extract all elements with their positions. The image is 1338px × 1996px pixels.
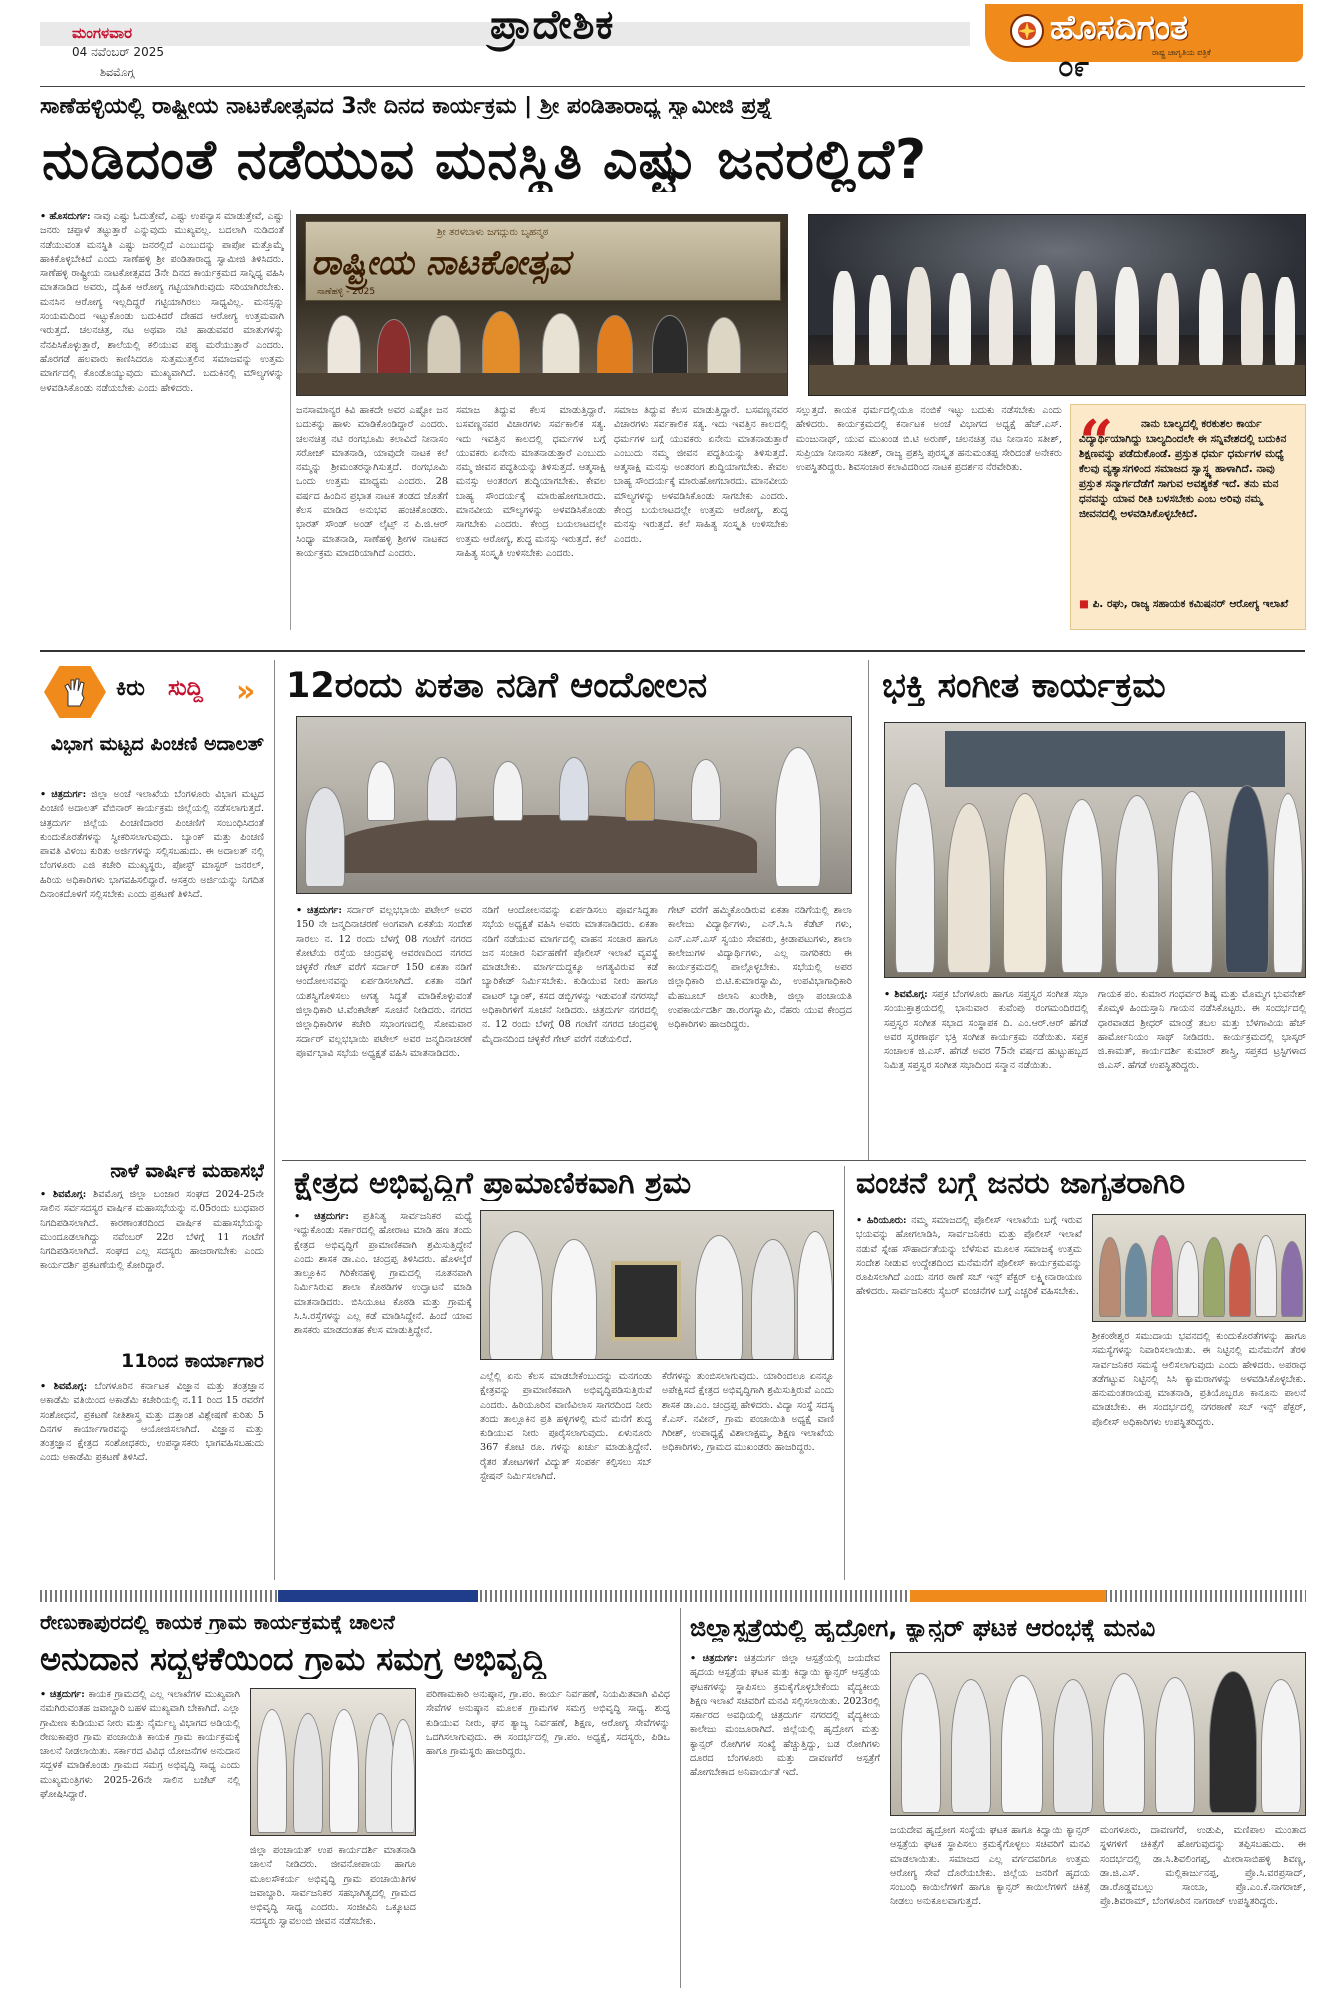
hrudroga-dateline: ಚಿತ್ರದುರ್ಗ: [702, 1653, 738, 1664]
bhakti-dateline: ಶಿವಮೊಗ್ಗ: [894, 989, 928, 1000]
bhakti-photo [884, 722, 1306, 978]
stage-banner [945, 731, 1285, 787]
dancer [1157, 273, 1179, 367]
masthead-rule [40, 86, 1305, 87]
attendee [1151, 1235, 1173, 1317]
brand-emblem-icon [1010, 14, 1044, 48]
lead-col4-text: ಸಲ್ಲುತ್ತದೆ. ಕಾಯಕ ಧರ್ಮದಲ್ಲಿಯೂ ನಂಬಿಕೆ ಇಟ್ಟು ಬದುಕು ನಡೆಸಬೇಕು ಎಂದು ಹೇಳಿದರು. ಕಾರ್ಯಕ್ರಮದಲ್ಲಿ ಕರ್ನಾಟಕ ಅಂಚೆ ವಿಭಾಗದ ಅಧ್ಯಕ್ಷೆ ಹೆಚ್.ಎಸ್. ಮಂಜುನಾಥ್, ಯುವ ಮುಖಂಡ ಬಿ.ಟಿ ಅರುಣ್, ಚಲನಚಿತ್ರ ನಟ ನೀನಾಸಂ ಸತೀಶ್, ಸುಪ್ರಿಯಾ ನೀನಾಸಂ ಸತೀಶ್, ರಾಜ್ಯ ಪ್ರಶಸ್ತಿ ಪುರಸ್ಕೃತ ಹನುಮಂತಪ್ಪ ಸೇರಿದಂತೆ ಅನೇಕರು ಉಪಸ್ಥಿತರಿದ್ದರು. ಶಿವಸಂಚಾರ ಕಲಾವಿದರಿಂದ ನಾಟಕ ಪ್ರದರ್ಶನ ನೆರವೇರಿತು. [796, 405, 1062, 474]
lead-dateline: ಹೊಸದುರ್ಗ: [49, 211, 91, 222]
attendee [1203, 1237, 1225, 1317]
kirusuddi-label-b: ಸುದ್ದಿ [168, 676, 203, 701]
col-rule [290, 210, 291, 630]
lead-col3b-text: ಸಮಾಜ ತಿದ್ದುವ ಕೆಲಸ ಮಾಡುತ್ತಿದ್ದಾರೆ. ಬಸವಣ್ಣನವರ ವಿಚಾರಗಳು ಸರ್ವಕಾಲಿಕ ಸತ್ಯ. ಇದು ಇವತ್ತಿನ ಕಾಲದಲ್ಲಿ ಧರ್ಮಗಳ ಬಗ್ಗೆ ಯುವಕರು ಏನೇನು ಮಾತನಾಡುತ್ತಾರೆ ಎಂಬುದು ನಮ್ಮ ಜೀವನ ಪದ್ಧತಿಯನ್ನು ತಿಳಿಸುತ್ತದೆ. ಆತ್ಮಸಾಕ್ಷಿ ಮನಸ್ಸು ಅಂತರಂಗ ಶುದ್ಧಿಯಾಗಬೇಕು. ಕೇವಲ ಬಾಹ್ಯ ಸೌಂದರ್ಯಕ್ಕೆ ಮಾರುಹೋಗಬಾರದು. ಮಾನವೀಯ ಮೌಲ್ಯಗಳನ್ನು ಅಳವಡಿಸಿಕೊಂಡು ಸಾಗಬೇಕು ಎಂದರು. ಕೇಂದ್ರ ಬಯಲಾಟದಲ್ಲೇ ಉತ್ತಮ ಆರೋಗ್ಯ, ಶುದ್ಧ ಮನಸ್ಸು ಇರುತ್ತದೆ. ಕಲೆ ಸಾಹಿತ್ಯ ಸಂಸ್ಕೃತಿ ಉಳಿಸಬೇಕು ಎಂದರು. [614, 405, 788, 545]
hrudroga-col2-text: ಜಯದೇವ ಹೃದ್ರೋಗ ಸಂಸ್ಥೆಯ ಘಟಕ ಹಾಗೂ ಕಿದ್ವಾಯಿ ಕ್ಯಾನ್ಸರ್ ಆಸ್ಪತ್ರೆಯ ಘಟಕ ಸ್ಥಾಪಿಸಲು ಕ್ರಮಕೈಗೊಳ್ಳಲು ಸಚಿವರಿಗೆ ಮನವಿ ಮಾಡಲಾಯಿತು. ಸಮಾಜದ ಎಲ್ಲ ವರ್ಗದವರಿಗೂ ಉತ್ತಮ ಆರೋಗ್ಯ ಸೇವೆ ದೊರೆಯಬೇಕು. ಜಿಲ್ಲೆಯ ಜನರಿಗೆ ಹೃದಯ ಸಂಬಂಧಿ ಕಾಯಿಲೆಗಳಿಗೆ ಹಾಗೂ ಕ್ಯಾನ್ಸರ್ ಕಾಯಿಲೆಗಳಿಗೆ ಚಿಕಿತ್ಸೆ ನೀಡಲು ಅನುಕೂಲವಾಗುತ್ತದೆ. [890, 1825, 1090, 1908]
singer [1171, 791, 1213, 973]
singer [1225, 785, 1269, 973]
hrudroga-col-1: • ಚಿತ್ರದುರ್ಗ: ಚಿತ್ರದುರ್ಗ ಜಿಲ್ಲಾ ಆಸ್ಪತ್ರೆಯಲ್ಲಿ ಜಯದೇವ ಹೃದಯ ಆಸ್ಪತ್ರೆಯ ಘಟಕ ಮತ್ತು ಕಿದ್ವಾಯಿ ಕ್ಯಾನ್ಸರ್ ಆಸ್ಪತ್ರೆಯ ಘಟಕಗಳನ್ನು ಸ್ಥಾಪಿಸಲು ಕ್ರಮಕೈಗೊಳ್ಳಬೇಕೆಂದು ವೈದ್ಯಕೀಯ ಶಿಕ್ಷಣ ಇಲಾಖೆ ಸಚಿವರಿಗೆ ಮನವಿ ಸಲ್ಲಿಸಲಾಯಿತು. 2023ರಲ್ಲಿ ಸರ್ಕಾರದ ಅವಧಿಯಲ್ಲಿ ಚಿತ್ರದುರ್ಗ ನಗರದಲ್ಲಿ ವೈದ್ಯಕೀಯ ಕಾಲೇಜು ಮಂಜೂರಾಗಿದೆ. ಜಿಲ್ಲೆಯಲ್ಲಿ ಹೃದ್ರೋಗ ಮತ್ತು ಕ್ಯಾನ್ಸರ್ ರೋಗಿಗಳ ಸಂಖ್ಯೆ ಹೆಚ್ಚುತ್ತಿದ್ದು, ಬಡ ರೋಗಿಗಳು ದೂರದ ಬೆಂಗಳೂರು ಮತ್ತು ದಾವಣಗೆರೆ ಆಸ್ಪತ್ರೆಗೆ ಹೋಗಬೇಕಾದ ಅನಿವಾರ್ಯತೆ ಇದೆ. [690, 1653, 880, 1779]
kshetra-photo [480, 1210, 834, 1360]
banner-title: ರಾಷ್ಟ್ರೀಯ ನಾಟಕೋತ್ಸವ [311, 243, 570, 283]
singer [1003, 793, 1047, 973]
kiru-item1-text: ಜಿಲ್ಲಾ ಅಂಚೆ ಇಲಾಖೆಯ ಬೆಂಗಳೂರು ವಿಭಾಗ ಮಟ್ಟದ ಪಿಂಚಣಿ ಅದಾಲತ್ ವೆಬಿನಾರ್ ಕಾರ್ಯಕ್ರಮ ಜಿಲ್ಲೆಯಲ್ಲಿ ನಡೆಸಲಾಗುತ್ತದೆ. ಚಿತ್ರದುರ್ಗ ಜಿಲ್ಲೆಯ ಪಿಂಚಣಿದಾರರ ಪಿಂಚಣಿಗೆ ಸಂಬಂಧಿಸಿದಂತೆ ಕುಂದುಕೊರತೆಗಳನ್ನು ಸ್ವೀಕರಿಸಲಾಗುವುದು. ಬ್ಯಾಂಕ್ ಮತ್ತು ಪಿಂಚಣಿ ಪಾವತಿ ವಿಳಂಬ ಕುರಿತು ಅರ್ಜಿಗಳನ್ನು ಸಲ್ಲಿಸಬಹುದು. ಈ ಅದಾಲತ್ ನಲ್ಲಿ ಬೆಂಗಳೂರು ಎಜಿ ಕಚೇರಿ ಮುಖ್ಯಸ್ಥರು, ಪೋಸ್ಟ್ ಮಾಸ್ಟರ್ ಜನರಲ್, ಹಿರಿಯ ಅಧಿಕಾರಿಗಳು ಭಾಗವಹಿಸಲಿದ್ದಾರೆ. ಆಸಕ್ತರು ಅರ್ಜಿಯನ್ನು ನಿಗದಿತ ದಿನಾಂಕದೊಳಗೆ ಸಲ್ಲಿಸಬೇಕು ಎಂದು ಪ್ರಕಟಣೆ ತಿಳಿಸಿದೆ. [40, 789, 264, 901]
kshetra-col3-text: ಕೆರೆಗಳನ್ನು ತುಂಬಿಸಲಾಗುವುದು. ಯಾರಿಂದಲೂ ಏನನ್ನೂ ಅಪೇಕ್ಷಿಸದೆ ಕ್ಷೇತ್ರದ ಅಭಿವೃದ್ಧಿಗಾಗಿ ಶ್ರಮಿಸುತ್ತಿರುವೆ ಎಂದು ಶಾಸಕ ಡಾ.ಎಂ. ಚಂದ್ರಪ್ಪ ಹೇಳಿದರು. ವಿದ್ಯಾ ಸಂಸ್ಥೆ ಸದಸ್ಯ ಕೆ.ಎಸ್. ನವೀನ್, ಗ್ರಾಮ ಪಂಚಾಯಿತಿ ಅಧ್ಯಕ್ಷೆ ವಾಣಿ ಗಿರೀಶ್, ಉಪಾಧ್ಯಕ್ಷೆ ವಿಶಾಲಾಕ್ಷಮ್ಮ, ಶಿಕ್ಷಣ ಇಲಾಖೆಯ ಅಧಿಕಾರಿಗಳು, ಗ್ರಾಮದ ಮುಖಂಡರು ಹಾಜರಿದ್ದರು. [662, 1371, 834, 1454]
kiru-item3-body: • ಶಿವಮೊಗ್ಗ: ಬೆಂಗಳೂರಿನ ಕರ್ನಾಟಕ ವಿಜ್ಞಾನ ಮತ್ತು ತಂತ್ರಜ್ಞಾನ ಅಕಾಡೆಮಿ ವತಿಯಿಂದ ಅಕಾಡೆಮಿ ಕಚೇರಿಯಲ್ಲಿ ನ.11 ರಿಂದ 15 ರವರೆಗೆ ಸಂಶೋಧನೆ, ಪ್ರಕಟಣೆ ನೀತಿಶಾಸ್ತ್ರ ಮತ್ತು ದತ್ತಾಂಶ ವಿಶ್ಲೇಷಣೆ ಕುರಿತು 5 ದಿನಗಳ ಕಾರ್ಯಾಗಾರವನ್ನು ಆಯೋಜಿಸಲಾಗಿದೆ. ವಿಜ್ಞಾನ ಮತ್ತು ತಂತ್ರಜ್ಞಾನ ಕ್ಷೇತ್ರದ ಸಂಶೋಧಕರು, ಉಪನ್ಯಾಸಕರು ಭಾಗವಹಿಸಬಹುದು ಎಂದು ಅಕಾಡೆಮಿ ಪ್ರಕಟಣೆ ತಿಳಿಸಿದೆ. [40, 1381, 264, 1464]
bhakti-col-1: • ಶಿವಮೊಗ್ಗ: ಸಪ್ತಕ ಬೆಂಗಳೂರು ಹಾಗೂ ಸಪ್ತಸ್ವರ ಸಂಗೀತ ಸಭಾ ಸಂಯುಕ್ತಾಶ್ರಯದಲ್ಲಿ ಭಾನುವಾರ ಕುವೆಂಪು ರಂಗಮಂದಿರದಲ್ಲಿ ಸಪ್ತಸ್ವರ ಸಂಗೀತ ಸಭಾದ ಸಂಸ್ಥಾಪಕ ದಿ. ಎಂ.ಆರ್.ಆರ್ ಹೆಗಡೆ ಅವರ ಸ್ಮರಣಾರ್ಥ ಭಕ್ತಿ ಸಂಗೀತ ಕಾರ್ಯಕ್ರಮ ನಡೆಯಿತು. ಸಪ್ತಕ ಸಂಚಾಲಕ ಜಿ.ಎಸ್. ಹೆಗಡೆ ಅವರ 75ನೇ ವರ್ಷದ ಹುಟ್ಟುಹಬ್ಬದ ನಿಮಿತ್ತ ಸಪ್ತಸ್ವರ ಸಂಗೀತ ಸಭಾದಿಂದ ಸನ್ಮಾನ ನಡೆಯಿತು. [884, 989, 1088, 1072]
dancer [907, 267, 931, 367]
ekatha-headline: 12ರಂದು ಏಕತಾ ನಡಿಗೆ ಆಂದೋಲನ [286, 666, 708, 706]
hrudroga-col1-text: ಚಿತ್ರದುರ್ಗ ಜಿಲ್ಲಾ ಆಸ್ಪತ್ರೆಯಲ್ಲಿ ಜಯದೇವ ಹೃದಯ ಆಸ್ಪತ್ರೆಯ ಘಟಕ ಮತ್ತು ಕಿದ್ವಾಯಿ ಕ್ಯಾನ್ಸರ್ ಆಸ್ಪತ್ರೆಯ ಘಟಕಗಳನ್ನು ಸ್ಥಾಪಿಸಲು ಕ್ರಮಕೈಗೊಳ್ಳಬೇಕೆಂದು ವೈದ್ಯಕೀಯ ಶಿಕ್ಷಣ ಇಲಾಖೆ ಸಚಿವರಿಗೆ ಮನವಿ ಸಲ್ಲಿಸಲಾಯಿತು. 2023ರಲ್ಲಿ ಸರ್ಕಾರದ ಅವಧಿಯಲ್ಲಿ ಚಿತ್ರದುರ್ಗ ನಗರದಲ್ಲಿ ವೈದ್ಯಕೀಯ ಕಾಲೇಜು ಮಂಜೂರಾಗಿದೆ. ಜಿಲ್ಲೆಯಲ್ಲಿ ಹೃದ್ರೋಗ ಮತ್ತು ಕ್ಯಾನ್ಸರ್ ರೋಗಿಗಳ ಸಂಖ್ಯೆ ಹೆಚ್ಚುತ್ತಿದ್ದು, ಬಡ ರೋಗಿಗಳು ದೂರದ ಬೆಂಗಳೂರು ಮತ್ತು ದಾವಣಗೆರೆ ಆಸ್ಪತ್ರೆಗೆ ಹೋಗಬೇಕಾದ ಅನಿವಾರ್ಯತೆ ಇದೆ. [690, 1653, 880, 1779]
kirusuddi-logo [40, 662, 260, 722]
lead-col-4 [614, 404, 788, 630]
dancer [1115, 267, 1139, 367]
singer [1115, 795, 1159, 973]
renuka-col-1: • ಚಿತ್ರದುರ್ಗ: ಕಾಯಕ ಗ್ರಾಮದಲ್ಲಿ ಎಲ್ಲ ಇಲಾಖೆಗಳ ಮುಖ್ಯವಾಗಿ ನಮಗಿರುವಂತಹ ಜವಾಬ್ದಾರಿ ಬಹಳ ಮುಖ್ಯವಾಗಿ ಬೇಕಾಗಿದೆ. ಎಲ್ಲಾ ಗ್ರಾಮೀಣ ಕುಡಿಯುವ ನೀರು ಮತ್ತು ನೈರ್ಮಲ್ಯ ವಿಭಾಗದ ಅಡಿಯಲ್ಲಿ ರೇಣುಕಾಪುರ ಗ್ರಾಮ ಪಂಚಾಯಿತಿ ಕಾಯಕ ಗ್ರಾಮ ಕಾರ್ಯಕ್ರಮಕ್ಕೆ ಚಾಲನೆ ನೀಡಲಾಯಿತು. ಸರ್ಕಾರದ ವಿವಿಧ ಯೋಜನೆಗಳ ಅನುದಾನ ಸದ್ಬಳಕೆ ಮಾಡಿಕೊಂಡು ಗ್ರಾಮದ ಸಮಗ್ರ ಅಭಿವೃದ್ಧಿ ಸಾಧ್ಯ ಎಂದು ಮುಖ್ಯಮಂತ್ರಿಗಳು 2025-26ನೇ ಸಾಲಿನ ಬಜೆಟ್ ನಲ್ಲಿ ಘೋಷಿಸಿದ್ದಾರೆ. [40, 1689, 240, 1801]
bhakti-col-2 [1098, 988, 1306, 1144]
renuka-dateline: ಚಿತ್ರದುರ್ಗ: [49, 1689, 85, 1700]
ekatha-dateline: ಚಿತ್ರದುರ್ಗ: [307, 905, 342, 916]
renuka-col-3 [426, 1688, 670, 1988]
lead-col-3 [456, 404, 606, 630]
col-rule [868, 660, 869, 1160]
meeting-person [625, 761, 655, 821]
petitioner [951, 1679, 991, 1813]
dancer [1241, 273, 1263, 367]
col-rule [274, 660, 275, 1580]
attendee [1125, 1243, 1147, 1317]
meeting-person [559, 757, 589, 821]
col-rule [680, 1608, 681, 1988]
petitioner [1103, 1673, 1145, 1813]
masthead-date: 04 ನವೆಂಬರ್ 2025 [72, 45, 164, 59]
vanchane-photo [1092, 1214, 1306, 1322]
kirusuddi-label-a: ಕಿರು [116, 676, 145, 701]
bhakti-col2-text: ಗಾಯಕ ಪಂ. ಕುಮಾರ ಗಂಧರ್ವರ ಶಿಷ್ಯ ಮತ್ತು ಮೊಮ್ಮಗ ಭುವನೇಶ್ ಕೊಮ್ಕಳಿ ಹಿಂದುಸ್ತಾನಿ ಗಾಯನ ನಡೆಸಿಕೊಟ್ಟರು. ಈ ಸಂದರ್ಭದಲ್ಲಿ ಧಾರವಾಡದ ಶ್ರೀಧರ್ ಮಾಂಡ್ರೆ ತಬಲ ಮತ್ತು ಬೆಳಗಾವಿಯ ಹೆಚ್ ಹಾರ್ಮೋನಿಯಂ ಸಾಥ್ ನೀಡಿದರು. ಕಾರ್ಯಕ್ರಮದಲ್ಲಿ ಭಾಸ್ಕರ್ ಜಿ.ಕಾಮತ್, ಕಾರ್ಯದರ್ಶಿ ಕುಮಾರ್ ಶಾಸ್ತ್ರಿ, ಸಪ್ತಕದ ಟ್ರಸ್ಟಿಗಳಾದ ಜಿ.ಎಸ್. ಹೆಗಡೆ ಉಪಸ್ಥಿತರಿದ್ದರು. [1098, 989, 1306, 1072]
plaque [611, 1261, 681, 1341]
kiru-item2-body: • ಶಿವಮೊಗ್ಗ: ಶಿವಮೊಗ್ಗ ಜಿಲ್ಲಾ ಬಂಜಾರ ಸಂಘದ 2024-25ನೇ ಸಾಲಿನ ಸರ್ವಸದಸ್ಯರ ವಾರ್ಷಿಕ ಮಹಾಸಭೆಯನ್ನು ನ.05ರಂದು ಬುಧವಾರ ನಿಗದಿಪಡಿಸಲಾಗಿದೆ. ಕಾರಣಾಂತರದಿಂದ ವಾರ್ಷಿಕ ಮಹಾಸಭೆಯನ್ನು ಮುಂದೂಡಲಾಗಿದ್ದು ನವೆಂಬರ್ 22ರ ಬೆಳಗ್ಗೆ 11 ಗಂಟೆಗೆ ನಿಗದಿಪಡಿಸಲಾಗಿದೆ. ಸಂಘದ ಎಲ್ಲ ಸದಸ್ಯರು ಹಾಜರಾಗಬೇಕು ಎಂದು ಕಾರ್ಯದರ್ಶಿ ಪ್ರಕಟಣೆಯಲ್ಲಿ ಕೋರಿದ್ದಾರೆ. [40, 1189, 264, 1272]
dancer [869, 275, 891, 367]
kshetra-dateline: ಚಿತ್ರದುರ್ಗ: [314, 1211, 349, 1222]
meeting-person [775, 747, 821, 887]
quote-mark-icon: “ [1079, 408, 1114, 478]
kshetra-col2-text: ಎಲ್ಲೆಲ್ಲಿ ಏನು ಕೆಲಸ ಮಾಡಬೇಕೆಂಬುದನ್ನು ಮನಗಂಡು ಕ್ಷೇತ್ರವನ್ನು ಪ್ರಾಮಾಣಿಕವಾಗಿ ಅಭಿವೃದ್ಧಿಪಡಿಸುತ್ತಿರುವೆ ಎಂದರು. ಹಿರಿಯೂರಿನ ವಾಣಿವಿಲಾಸ ಸಾಗರದಿಂದ ನೀರು ತಂದು ತಾಲ್ಲೂಕಿನ ಪ್ರತಿ ಹಳ್ಳಿಗಳಲ್ಲಿ ಮನೆ ಮನೆಗೆ ಶುದ್ಧ ಕುಡಿಯುವ ನೀರು ಪೂರೈಸಲಾಗುವುದು. ಏಳುನೂರು 367 ಕೋಟಿ ರೂ. ಗಳನ್ನು ಖರ್ಚು ಮಾಡುತ್ತಿದ್ದೇನೆ. ರೈತರ ತೋಟಗಳಿಗೆ ವಿದ್ಯುತ್ ಸಂಪರ್ಕ ಕಲ್ಪಿಸಲು ಸಬ್ ಸ್ಟೇಷನ್ ನಿರ್ಮಿಸಲಾಗಿದೆ. [480, 1371, 652, 1483]
quote-author: ■ ಪಿ. ರಘು, ರಾಜ್ಯ ಸಹಾಯಕ ಕಮಿಷನರ್ ಆರೋಗ್ಯ ಇಲಾಖೆ [1079, 598, 1289, 610]
renuka-photo [250, 1688, 416, 1836]
kiru-item1-body: • ಚಿತ್ರದುರ್ಗ: ಜಿಲ್ಲಾ ಅಂಚೆ ಇಲಾಖೆಯ ಬೆಂಗಳೂರು ವಿಭಾಗ ಮಟ್ಟದ ಪಿಂಚಣಿ ಅದಾಲತ್ ವೆಬಿನಾರ್ ಕಾರ್ಯಕ್ರಮ ಜಿಲ್ಲೆಯಲ್ಲಿ ನಡೆಸಲಾಗುತ್ತದೆ. ಚಿತ್ರದುರ್ಗ ಜಿಲ್ಲೆಯ ಪಿಂಚಣಿದಾರರ ಪಿಂಚಣಿಗೆ ಸಂಬಂಧಿಸಿದಂತೆ ಕುಂದುಕೊರತೆಗಳನ್ನು ಸ್ವೀಕರಿಸಲಾಗುವುದು. ಬ್ಯಾಂಕ್ ಮತ್ತು ಪಿಂಚಣಿ ಪಾವತಿ ವಿಳಂಬ ಕುರಿತು ಅರ್ಜಿಗಳನ್ನು ಸಲ್ಲಿಸಬಹುದು. ಈ ಅದಾಲತ್ ನಲ್ಲಿ ಬೆಂಗಳೂರು ಎಜಿ ಕಚೇರಿ ಮುಖ್ಯಸ್ಥರು, ಪೋಸ್ಟ್ ಮಾಸ್ಟರ್ ಜನರಲ್, ಹಿರಿಯ ಅಧಿಕಾರಿಗಳು ಭಾಗವಹಿಸಲಿದ್ದಾರೆ. ಆಸಕ್ತರು ಅರ್ಜಿಯನ್ನು ನಿಗದಿತ ದಿನಾಂಕದೊಳಗೆ ಸಲ್ಲಿಸಬೇಕು ಎಂದು ಪ್ರಕಟಣೆ ತಿಳಿಸಿದೆ. [40, 789, 264, 901]
hand-icon [62, 676, 88, 708]
lead-headline: ನುಡಿದಂತೆ ನಡೆಯುವ ಮನಸ್ಥಿತಿ ಎಷ್ಟು ಜನರಲ್ಲಿದೆ? [42, 128, 928, 191]
masthead-place: ಶಿವಮೊಗ್ಗ [100, 66, 135, 79]
ekatha-col3-text: ಗೇಟ್ ವರೆಗೆ ಹಮ್ಮಿಕೊಂಡಿರುವ ಏಕತಾ ನಡಿಗೆಯಲ್ಲಿ ಶಾಲಾ ಕಾಲೇಜು ವಿದ್ಯಾರ್ಥಿಗಳು, ಎನ್.ಸಿ.ಸಿ ಕೆಡೆಟ್ ಗಳು, ಎನ್.ಎಸ್.ಎಸ್ ಸ್ವಯಂ ಸೇವಕರು, ಕ್ರೀಡಾಪಟುಗಳು, ಶಾಲಾ ಕಾಲೇಜುಗಳ ವಿದ್ಯಾರ್ಥಿಗಳು, ಎಲ್ಲ ನಾಗರಿಕರು ಈ ಕಾರ್ಯಕ್ರಮದಲ್ಲಿ ಪಾಲ್ಗೊಳ್ಳಬೇಕು. ಸಭೆಯಲ್ಲಿ ಅಪರ ಜಿಲ್ಲಾಧಿಕಾರಿ ಬಿ.ಟಿ.ಕುಮಾರಸ್ವಾಮಿ, ಉಪವಿಭಾಗಾಧಿಕಾರಿ ಮೆಹಬೂಬ್ ಜಿಲಾನಿ ಖುರೇಶಿ, ಜಿಲ್ಲಾ ಪಂಚಾಯತಿ ಉಪಕಾರ್ಯದರ್ಶಿ ಡಾ.ರಂಗಸ್ವಾಮಿ, ನೆಹರು ಯುವ ಕೇಂದ್ರದ ಅಧಿಕಾರಿಗಳು ಹಾಜರಿದ್ದರು. [668, 905, 852, 1031]
hrudroga-col-3 [1100, 1824, 1306, 1988]
page-number: ೦೯ [1058, 50, 1090, 83]
official [391, 1719, 415, 1833]
petitioner [1209, 1671, 1257, 1813]
vanchane-col-1: • ಹಿರಿಯೂರು: ನಮ್ಮ ಸಮಾಜದಲ್ಲಿ ಪೊಲೀಸ್ ಇಲಾಖೆಯ ಬಗ್ಗೆ ಇರುವ ಭಯವನ್ನು ಹೋಗಲಾಡಿಸಿ, ಸಾರ್ವಜನಿಕರು ಮತ್ತು ಪೊಲೀಸ್ ಇಲಾಖೆ ನಡುವೆ ಸ್ನೇಹ ಸೌಹಾರ್ದತೆಯನ್ನು ಬೆಳೆಸುವ ಮೂಲಕ ಸಮಾಜಕ್ಕೆ ಉತ್ತಮ ಸಂದೇಶ ನೀಡುವ ಉದ್ದೇಶದಿಂದ ಮನೆಮನೆಗೆ ಪೊಲೀಸ್ ಕಾರ್ಯಕ್ರಮವನ್ನು ರೂಪಿಸಲಾಗಿದೆ ಎಂದು ನಗರ ಠಾಣೆ ಸಬ್ ಇನ್ಸ್ ಪೆಕ್ಟರ್ ಲಕ್ಷ್ಮೀನಾರಾಯಣ ಹೇಳಿದರು. ಸಾರ್ವಜನಿಕರು ಸೈಬರ್ ವಂಚನೆಗಳ ಬಗ್ಗೆ ಎಚ್ಚರಿಕೆ ವಹಿಸಬೇಕು. [856, 1215, 1082, 1298]
bhakti-col1-text: ಸಪ್ತಕ ಬೆಂಗಳೂರು ಹಾಗೂ ಸಪ್ತಸ್ವರ ಸಂಗೀತ ಸಭಾ ಸಂಯುಕ್ತಾಶ್ರಯದಲ್ಲಿ ಭಾನುವಾರ ಕುವೆಂಪು ರಂಗಮಂದಿರದಲ್ಲಿ ಸಪ್ತಸ್ವರ ಸಂಗೀತ ಸಭಾದ ಸಂಸ್ಥಾಪಕ ದಿ. ಎಂ.ಆರ್.ಆರ್ ಹೆಗಡೆ ಅವರ ಸ್ಮರಣಾರ್ಥ ಭಕ್ತಿ ಸಂಗೀತ ಕಾರ್ಯಕ್ರಮ ನಡೆಯಿತು. ಸಪ್ತಕ ಸಂಚಾಲಕ ಜಿ.ಎಸ್. ಹೆಗಡೆ ಅವರ 75ನೇ ವರ್ಷದ ಹುಟ್ಟುಹಬ್ಬದ ನಿಮಿತ್ತ ಸಪ್ತಸ್ವರ ಸಂಗೀತ ಸಭಾದಿಂದ ಸನ್ಮಾನ ನಡೆಯಿತು. [884, 989, 1088, 1072]
attendee [1099, 1237, 1121, 1317]
kiru-item2-dateline: ಶಿವಮೊಗ್ಗ: [52, 1189, 87, 1200]
kshetra-col-2 [480, 1370, 652, 1580]
ekatha-col-1: • ಚಿತ್ರದುರ್ಗ: ಸರ್ದಾರ್ ವಲ್ಲಭಭಾಯಿ ಪಟೇಲ್ ಅವರ 150 ನೇ ಜನ್ಮದಿನಾಚರಣೆ ಅಂಗವಾಗಿ ಏಕತೆಯ ಸಂದೇಶ ಸಾರಲು ನ. 12 ರಂದು ಬೆಳಗ್ಗೆ 08 ಗಂಟೆಗೆ ನಗರದ ಕೋಟೆಯ ರಸ್ತೆಯ ಚಂದ್ರವಳ್ಳಿ ಆವರಣದಿಂದ ನಗರದ ಚಳ್ಳಕೆರೆ ಗೇಟ್ ವರೆಗೆ ಸರ್ದಾರ್ 150 ಏಕತಾ ನಡಿಗೆ ಆಂದೋಲನವನ್ನು ಏರ್ಪಡಿಸಲಾಗಿದೆ. ಏಕತಾ ನಡಿಗೆ ಯಶಸ್ವಿಗೊಳಿಸಲು ಅಗತ್ಯ ಸಿದ್ಧತೆ ಮಾಡಿಕೊಳ್ಳುವಂತೆ ಜಿಲ್ಲಾಧಿಕಾರಿ ಟಿ.ವೆಂಕಟೇಶ್ ಸೂಚನೆ ನೀಡಿದರು. ನಗರದ ಜಿಲ್ಲಾಧಿಕಾರಿಗಳ ಕಚೇರಿ ಸಭಾಂಗಣದಲ್ಲಿ ಸೋಮವಾರ ಸರ್ದಾರ್ ವಲ್ಲಭಭಾಯಿ ಪಟೇಲ್ ಅವರ ಜನ್ಮದಿನಾಚರಣೆ ಪೂರ್ವಭಾವಿ ಸಭೆಯ ಅಧ್ಯಕ್ಷತೆ ವಹಿಸಿ ಮಾತನಾಡಿದರು. [296, 905, 472, 1059]
singer [947, 803, 991, 973]
section-title: ಪ್ರಾದೇಶಿಕ [490, 2, 615, 48]
renuka-col-2 [250, 1844, 416, 1988]
ekatha-col-3 [668, 904, 852, 1144]
brand-tagline: ರಾಷ್ಟ್ರ ಜಾಗೃತಿಯ ಪತ್ರಿಕೆ [1152, 48, 1211, 57]
kshetra-col-1: • ಚಿತ್ರದುರ್ಗ: ಪ್ರತಿನಿತ್ಯ ಸಾರ್ವಜನಿಕರ ಮಧ್ಯೆ ಇದ್ದುಕೊಂಡು ಸರ್ಕಾರದಲ್ಲಿ ಹೋರಾಟ ಮಾಡಿ ಹಣ ತಂದು ಕ್ಷೇತ್ರದ ಅಭಿವೃದ್ಧಿಗೆ ಪ್ರಾಮಾಣಿಕವಾಗಿ ಶ್ರಮಿಸುತ್ತಿದ್ದೇನೆ ಎಂದು ಶಾಸಕ ಡಾ.ಎಂ. ಚಂದ್ರಪ್ಪ ತಿಳಿಸಿದರು. ಹೊಳಲ್ಕೆರೆ ತಾಲ್ಲೂಕಿನ ಗಿರಿಕೇನಹಳ್ಳಿ ಗ್ರಾಮದಲ್ಲಿ ನೂತನವಾಗಿ ನಿರ್ಮಿಸಿರುವ ಶಾಲಾ ಕೊಠಡಿಗಳ ಉದ್ಘಾಟನೆ ಮಾಡಿ ಮಾತನಾಡಿದರು. ಬಿಸಿಯೂಟ ಕೊಠಡಿ ಮತ್ತು ಗ್ರಾಮಕ್ಕೆ ಸಿ.ಸಿ.ರಸ್ತೆಗಳನ್ನು ಎಲ್ಲ ಕಡೆ ಮಾಡಿಸಿದ್ದೇನೆ. ಹಿಂದೆ ಯಾವ ಶಾಸಕರು ಮಾಡದಂತಹ ಕೆಲಸ ಮಾಡುತ್ತಿದ್ದೇನೆ. [294, 1211, 472, 1337]
ekatha-col1-text: ಸರ್ದಾರ್ ವಲ್ಲಭಭಾಯಿ ಪಟೇಲ್ ಅವರ 150 ನೇ ಜನ್ಮದಿನಾಚರಣೆ ಅಂಗವಾಗಿ ಏಕತೆಯ ಸಂದೇಶ ಸಾರಲು ನ. 12 ರಂದು ಬೆಳಗ್ಗೆ 08 ಗಂಟೆಗೆ ನಗರದ ಕೋಟೆಯ ರಸ್ತೆಯ ಚಂದ್ರವಳ್ಳಿ ಆವರಣದಿಂದ ನಗರದ ಚಳ್ಳಕೆರೆ ಗೇಟ್ ವರೆಗೆ ಸರ್ದಾರ್ 150 ಏಕತಾ ನಡಿಗೆ ಆಂದೋಲನವನ್ನು ಏರ್ಪಡಿಸಲಾಗಿದೆ. ಏಕತಾ ನಡಿಗೆ ಯಶಸ್ವಿಗೊಳಿಸಲು ಅಗತ್ಯ ಸಿದ್ಧತೆ ಮಾಡಿಕೊಳ್ಳುವಂತೆ ಜಿಲ್ಲಾಧಿಕಾರಿ ಟಿ.ವೆಂಕಟೇಶ್ ಸೂಚನೆ ನೀಡಿದರು. ನಗರದ ಜಿಲ್ಲಾಧಿಕಾರಿಗಳ ಕಚೇರಿ ಸಭಾಂಗಣದಲ್ಲಿ ಸೋಮವಾರ ಸರ್ದಾರ್ ವಲ್ಲಭಭಾಯಿ ಪಟೇಲ್ ಅವರ ಜನ್ಮದಿನಾಚರಣೆ ಪೂರ್ವಭಾವಿ ಸಭೆಯ ಅಧ್ಯಕ್ಷತೆ ವಹಿಸಿ ಮಾತನಾಡಿದರು. [296, 905, 472, 1059]
renuka-col3-text: ಪರಿಣಾಮಕಾರಿ ಅನುಷ್ಠಾನ, ಗ್ರಾ.ಪಂ. ಕಾರ್ಯ ನಿರ್ವಹಣೆ, ನಿಯಮಿತವಾಗಿ ವಿವಿಧ ಸೇವೆಗಳ ಅನುಷ್ಠಾನ ಮೂಲಕ ಗ್ರಾಮಗಳ ಸಮಗ್ರ ಅಭಿವೃದ್ಧಿ ಸಾಧ್ಯ. ಶುದ್ಧ ಕುಡಿಯುವ ನೀರು, ಘನ ತ್ಯಾಜ್ಯ ನಿರ್ವಹಣೆ, ಶಿಕ್ಷಣ, ಆರೋಗ್ಯ ಸೇವೆಗಳನ್ನು ಒದಗಿಸಲಾಗುವುದು. ಈ ಸಂದರ್ಭದಲ್ಲಿ ಗ್ರಾ.ಪಂ. ಅಧ್ಯಕ್ಷೆ, ಸದಸ್ಯರು, ಪಿಡಿಒ ಹಾಗೂ ಗ್ರಾಮಸ್ಥರು ಹಾಜರಿದ್ದರು. [426, 1689, 670, 1758]
hrudroga-photo [890, 1652, 1306, 1816]
quote-author-text: ಪಿ. ರಘು, ರಾಜ್ಯ ಸಹಾಯಕ ಕಮಿಷನರ್ ಆರೋಗ್ಯ ಇಲಾಖೆ [1092, 598, 1289, 610]
kiru-item3-title: 11ರಿಂದ ಕಾರ್ಯಾಗಾರ [121, 1350, 264, 1372]
vanchane-headline: ವಂಚನೆ ಬಗ್ಗೆ ಜನರು ಜಾಗೃತರಾಗಿರಿ [856, 1166, 1186, 1201]
renuka-col1-text: ಕಾಯಕ ಗ್ರಾಮದಲ್ಲಿ ಎಲ್ಲ ಇಲಾಖೆಗಳ ಮುಖ್ಯವಾಗಿ ನಮಗಿರುವಂತಹ ಜವಾಬ್ದಾರಿ ಬಹಳ ಮುಖ್ಯವಾಗಿ ಬೇಕಾಗಿದೆ. ಎಲ್ಲಾ ಗ್ರಾಮೀಣ ಕುಡಿಯುವ ನೀರು ಮತ್ತು ನೈರ್ಮಲ್ಯ ವಿಭಾಗದ ಅಡಿಯಲ್ಲಿ ರೇಣುಕಾಪುರ ಗ್ರಾಮ ಪಂಚಾಯಿತಿ ಕಾಯಕ ಗ್ರಾಮ ಕಾರ್ಯಕ್ರಮಕ್ಕೆ ಚಾಲನೆ ನೀಡಲಾಯಿತು. ಸರ್ಕಾರದ ವಿವಿಧ ಯೋಜನೆಗಳ ಅನುದಾನ ಸದ್ಬಳಕೆ ಮಾಡಿಕೊಂಡು ಗ್ರಾಮದ ಸಮಗ್ರ ಅಭಿವೃದ್ಧಿ ಸಾಧ್ಯ ಎಂದು ಮುಖ್ಯಮಂತ್ರಿಗಳು 2025-26ನೇ ಸಾಲಿನ ಬಜೆಟ್ ನಲ್ಲಿ ಘೋಷಿಸಿದ್ದಾರೆ. [40, 1689, 240, 1801]
dancer [989, 269, 1013, 367]
meeting-person [691, 759, 721, 821]
vanchane-col1-text: ನಮ್ಮ ಸಮಾಜದಲ್ಲಿ ಪೊಲೀಸ್ ಇಲಾಖೆಯ ಬಗ್ಗೆ ಇರುವ ಭಯವನ್ನು ಹೋಗಲಾಡಿಸಿ, ಸಾರ್ವಜನಿಕರು ಮತ್ತು ಪೊಲೀಸ್ ಇಲಾಖೆ ನಡುವೆ ಸ್ನೇಹ ಸೌಹಾರ್ದತೆಯನ್ನು ಬೆಳೆಸುವ ಮೂಲಕ ಸಮಾಜಕ್ಕೆ ಉತ್ತಮ ಸಂದೇಶ ನೀಡುವ ಉದ್ದೇಶದಿಂದ ಮನೆಮನೆಗೆ ಪೊಲೀಸ್ ಕಾರ್ಯಕ್ರಮವನ್ನು ರೂಪಿಸಲಾಗಿದೆ ಎಂದು ನಗರ ಠಾಣೆ ಸಬ್ ಇನ್ಸ್ ಪೆಕ್ಟರ್ ಲಕ್ಷ್ಮೀನಾರಾಯಣ ಹೇಳಿದರು. ಸಾರ್ವಜನಿಕರು ಸೈಬರ್ ವಂಚನೆಗಳ ಬಗ್ಗೆ ಎಚ್ಚರಿಕೆ ವಹಿಸಬೇಕು. [856, 1215, 1082, 1298]
petitioner [901, 1673, 941, 1813]
official [695, 1235, 743, 1360]
divider-accent-orange [910, 1590, 1106, 1602]
bhakti-headline: ಭಕ್ತಿ ಸಂಗೀತ ಕಾರ್ಯಕ್ರಮ [882, 666, 1166, 706]
kiru-item1-dateline: ಚಿತ್ರದುರ್ಗ: [51, 789, 87, 800]
kshetra-col-3 [662, 1370, 834, 1580]
ekatha-photo [296, 716, 852, 894]
section-rule [282, 1160, 1306, 1161]
petitioner [1053, 1679, 1093, 1813]
meeting-person [367, 761, 395, 821]
attendee [1255, 1235, 1277, 1317]
section-rule [40, 650, 1305, 652]
ekatha-col2-text: ನಡಿಗೆ ಆಂದೋಲನವನ್ನು ಏರ್ಪಡಿಸಲು ಪೂರ್ವಸಿದ್ಧತಾ ಸಭೆಯ ಅಧ್ಯಕ್ಷತೆ ವಹಿಸಿ ಅವರು ಮಾತನಾಡಿದರು. ಏಕತಾ ನಡಿಗೆ ನಡೆಯುವ ಮಾರ್ಗದಲ್ಲಿ ವಾಹನ ಸಂಚಾರ ಹಾಗೂ ಜನ ಸಂಚಾರ ನಿರ್ವಹಣೆಗೆ ಪೊಲೀಸ್ ಇಲಾಖೆ ವ್ಯವಸ್ಥೆ ಮಾಡಬೇಕು. ಮಾರ್ಗದುದ್ದಕ್ಕೂ ಅಗತ್ಯವಿರುವ ಕಡೆ ಬ್ಯಾರಿಕೇಡ್ ನಿರ್ಮಿಸಬೇಕು. ಕುಡಿಯುವ ನೀರು ಹಾಗೂ ವಾಟರ್ ಬ್ಯಾಂಕ್, ಕಸದ ಡಬ್ಬಿಗಳನ್ನು ಇಡುವಂತೆ ನಗರಸಭೆ ಅಧಿಕಾರಿಗಳಿಗೆ ಸೂಚನೆ ನೀಡಿದರು. ಚಿತ್ರದುರ್ಗ ನಗರದಲ್ಲಿ ನ. 12 ರಂದು ಬೆಳಗ್ಗೆ 08 ಗಂಟೆಗೆ ನಗರದ ಚಂದ್ರವಳ್ಳಿ ಮೈದಾನದಿಂದ ಚಳ್ಳಕೆರೆ ಗೇಟ್ ವರೆಗೆ ನಡೆಯಲಿದೆ. [482, 905, 658, 1045]
lead-col3-text: ಸಮಾಜ ತಿದ್ದುವ ಕೆಲಸ ಮಾಡುತ್ತಿದ್ದಾರೆ. ಬಸವಣ್ಣನವರ ವಿಚಾರಗಳು ಸರ್ವಕಾಲಿಕ ಸತ್ಯ. ಇದು ಇವತ್ತಿನ ಕಾಲದಲ್ಲಿ ಧರ್ಮಗಳ ಬಗ್ಗೆ ಯುವಕರು ಏನೇನು ಮಾತನಾಡುತ್ತಾರೆ ಎಂಬುದು ನಮ್ಮ ಜೀವನ ಪದ್ಧತಿಯನ್ನು ತಿಳಿಸುತ್ತದೆ. ಆತ್ಮಸಾಕ್ಷಿ ಮನಸ್ಸು ಅಂತರಂಗ ಶುದ್ಧಿಯಾಗಬೇಕು. ಕೇವಲ ಬಾಹ್ಯ ಸೌಂದರ್ಯಕ್ಕೆ ಮಾರುಹೋಗಬಾರದು. ಮಾನವೀಯ ಮೌಲ್ಯಗಳನ್ನು ಅಳವಡಿಸಿಕೊಂಡು ಸಾಗಬೇಕು ಎಂದರು. ಕೇಂದ್ರ ಬಯಲಾಟದಲ್ಲೇ ಉತ್ತಮ ಆರೋಗ್ಯ, ಶುದ್ಧ ಮನಸ್ಸು ಇರುತ್ತದೆ. ಕಲೆ ಸಾಹಿತ್ಯ ಸಂಸ್ಕೃತಿ ಉಳಿಸಬೇಕು ಎಂದರು. [456, 405, 606, 559]
official [293, 1713, 323, 1833]
stage-table [297, 373, 788, 396]
lead-col2-text: ಜನಸಾಮಾನ್ಯರ ಕಿವಿ ಹಾಕದೇ ಅವರ ಎಷ್ಟೋ ಜನ ಬದುಕನ್ನು ಹಾಳು ಮಾಡಿಕೊಂಡಿದ್ದಾರೆ ಎಂದರು. ಚಲನಚಿತ್ರ ನಟಿ ರಂಗಭೂಮಿ ಕಲಾವಿದೆ ನೀನಾಸಂ ಸರೋಜ್ ಮಾತನಾಡಿ, ಯಾವುದೇ ನಾಟಕ ಕಲೆ ನಮ್ಮನ್ನು ಶ್ರೀಮಂತರನ್ನಾಗಿಸುತ್ತದೆ. ರಂಗಭೂಮಿ ಒಂದು ಉತ್ತಮ ಮಾಧ್ಯಮ ಎಂದರು. 28 ವರ್ಷದ ಹಿಂದಿನ ಪ್ರಭಾತ ನಾಟಕ ತಂಡದ ಜೊತೆಗೆ ಕೆಲಸ ಮಾಡಿದ ಅನುಭವ ಹಂಚಿಕೊಂಡರು. ಭಾರತ್ ಸೌಂಡ್ ಅಂಡ್ ಲೈಟ್ಸ್ ನ ಪಿ.ಜಿ.ಆರ್ ಸಿಂಧ್ಯಾ ಮಾತನಾಡಿ, ಸಾಣೆಹಳ್ಳಿ ಶ್ರೀಗಳ ನಾಟಕದ ಕಾರ್ಯಕ್ರಮ ಮಾದರಿಯಾಗಿದೆ ಎಂದರು. [296, 405, 448, 559]
hrudroga-col3-text: ಮಂಗಳೂರು, ದಾವಣಗೆರೆ, ಉಡುಪಿ, ಮಣಿಪಾಲ ಮುಂತಾದ ಸ್ಥಳಗಳಿಗೆ ಚಿಕಿತ್ಸೆಗೆ ಹೋಗುವುದನ್ನು ತಪ್ಪಿಸಬಹುದು. ಈ ಸಂದರ್ಭದಲ್ಲಿ ಡಾ.ಸಿ.ಶಿವಲಿಂಗಪ್ಪ, ಮೀರಾಸಾಬಿಹಳ್ಳಿ ಶಿವಣ್ಣ, ಡಾ.ಜಿ.ಎಸ್. ಮಲ್ಲಿಕಾರ್ಜುನಪ್ಪ, ಪ್ರೊ.ಸಿ.ವರಪ್ರಸಾದ್, ಡಾ.ರೊಡ್ಡವಬಲ್ಲು ಸಾಂಬಾ, ಪ್ರೊ.ಎಂ.ಕೆ.ನಾಗರಾಜ್, ಪ್ರೊ.ಶಿವರಾಮ್, ಬೆಂಗಳೂರಿನ ನಾಗರಾಜ್ ಉಪಸ್ಥಿತರಿದ್ದರು. [1100, 1825, 1306, 1908]
attendee [1177, 1241, 1199, 1317]
vanchane-dateline: ಹಿರಿಯೂರು: [866, 1215, 907, 1226]
vanchane-col2-text: ಶ್ರೀಕಂಠೇಶ್ವರ ಸಮುದಾಯ ಭವನದಲ್ಲಿ ಕುಂದುಕೊರತೆಗಳನ್ನು ಹಾಗೂ ಸಮಸ್ಯೆಗಳನ್ನು ನಿವಾರಿಸಲಾಯಿತು. ಈ ನಿಟ್ಟಿನಲ್ಲಿ ಮನೆಮನೆಗೆ ತೆರಳಿ ಸಾರ್ವಜನಿಕರ ಸಮಸ್ಯೆ ಆಲಿಸಲಾಗುವುದು ಎಂದು ಹೇಳಿದರು. ಅಪರಾಧ ತಡೆಗಟ್ಟುವ ನಿಟ್ಟಿನಲ್ಲಿ ಸಿಸಿ ಕ್ಯಾಮರಾಗಳನ್ನು ಅಳವಡಿಸಿಕೊಳ್ಳಬೇಕು. ಹನುಮಂತರಾಯಪ್ಪ ಮಾತನಾಡಿ, ಪ್ರತಿಯೊಬ್ಬರೂ ಕಾನೂನು ಪಾಲನೆ ಮಾಡಬೇಕು. ಈ ಸಂದರ್ಭದಲ್ಲಿ ನಗರಠಾಣೆ ಸಬ್ ಇನ್ಸ್ ಪೆಕ್ಟರ್, ಪೊಲೀಸ್ ಅಧಿಕಾರಿಗಳು ಉಪಸ್ಥಿತರಿದ್ದರು. [1092, 1331, 1306, 1428]
lead-photo-stage [296, 214, 788, 396]
renuka-headline: ಅನುದಾನ ಸದ್ಬಳಕೆಯಿಂದ ಗ್ರಾಮ ಸಮಗ್ರ ಅಭಿವೃದ್ಧಿ [40, 1640, 546, 1678]
official [329, 1709, 359, 1833]
attendee [1229, 1243, 1251, 1317]
singer [1061, 799, 1103, 973]
petitioner [1155, 1677, 1195, 1813]
attendee [1281, 1241, 1303, 1317]
official [751, 1239, 795, 1360]
chevron-right-icon: » [236, 674, 256, 709]
col-rule [844, 1166, 845, 1580]
divider-accent-blue [278, 1590, 478, 1602]
meeting-person [493, 761, 523, 821]
hrudroga-col-2 [890, 1824, 1090, 1988]
kiru-item3-dateline: ಶಿವಮೊಗ್ಗ: [53, 1381, 88, 1392]
dancer [833, 271, 855, 367]
hrudroga-headline: ಜಿಲ್ಲಾಸ್ಪತ್ರೆಯಲ್ಲಿ ಹೃದ್ರೋಗ, ಕ್ಯಾನ್ಸರ್ ಘಟಕ ಆರಂಭಕ್ಕೆ ಮನವಿ [690, 1614, 1156, 1642]
singer [1273, 793, 1303, 973]
lead-photo-dance [808, 214, 1306, 396]
masthead-day: ಮಂಗಳವಾರ [72, 24, 133, 42]
kshetra-col1-text: ಪ್ರತಿನಿತ್ಯ ಸಾರ್ವಜನಿಕರ ಮಧ್ಯೆ ಇದ್ದುಕೊಂಡು ಸರ್ಕಾರದಲ್ಲಿ ಹೋರಾಟ ಮಾಡಿ ಹಣ ತಂದು ಕ್ಷೇತ್ರದ ಅಭಿವೃದ್ಧಿಗೆ ಪ್ರಾಮಾಣಿಕವಾಗಿ ಶ್ರಮಿಸುತ್ತಿದ್ದೇನೆ ಎಂದು ಶಾಸಕ ಡಾ.ಎಂ. ಚಂದ್ರಪ್ಪ ತಿಳಿಸಿದರು. ಹೊಳಲ್ಕೆರೆ ತಾಲ್ಲೂಕಿನ ಗಿರಿಕೇನಹಳ್ಳಿ ಗ್ರಾಮದಲ್ಲಿ ನೂತನವಾಗಿ ನಿರ್ಮಿಸಿರುವ ಶಾಲಾ ಕೊಠಡಿಗಳ ಉದ್ಘಾಟನೆ ಮಾಡಿ ಮಾತನಾಡಿದರು. ಬಿಸಿಯೂಟ ಕೊಠಡಿ ಮತ್ತು ಗ್ರಾಮಕ್ಕೆ ಸಿ.ಸಿ.ರಸ್ತೆಗಳನ್ನು ಎಲ್ಲ ಕಡೆ ಮಾಡಿಸಿದ್ದೇನೆ. ಹಿಂದೆ ಯಾವ ಶಾಸಕರು ಮಾಡದಂತಹ ಕೆಲಸ ಮಾಡುತ್ತಿದ್ದೇನೆ. [294, 1211, 472, 1337]
banner-sub: ಸಾಣೆಹಳ್ಳಿ - 2025 [317, 287, 376, 297]
quote-box [1070, 404, 1306, 630]
meeting-person [305, 787, 345, 887]
stage-floor [809, 365, 1306, 396]
quote-text: ನಾನು ಬಾಲ್ಯದಲ್ಲಿ ಕರಕುಶಲ ಕಾರ್ಯ ವಿದ್ಯಾರ್ಥಿಯಾಗಿದ್ದು ಬಾಲ್ಯದಿಂದಲೇ ಈ ಸನ್ನಿವೇಶದಲ್ಲಿ ಬದುಕಿನ ಶಿಕ್ಷಣವನ್ನು ಪಡೆದುಕೊಂಡೆ. ಪ್ರಸ್ತುತ ಧರ್ಮ ಧರ್ಮಗಳ ಮಧ್ಯೆ ಕೆಲವು ವ್ಯತ್ಯಾಸಗಳಿಂದ ಸಮಾಜದ ಸ್ವಾಸ್ಥ್ಯ ಹಾಳಾಗಿದೆ. ನಾವು ಪ್ರಸ್ತುತ ಸನ್ಮಾರ್ಗದೆಡೆಗೆ ಸಾಗುವ ಅವಶ್ಯಕತೆ ಇದೆ. ತನು ಮನ ಧನವನ್ನು ಯಾವ ರೀತಿ ಬಳಸಬೇಕು ಎಂಬ ಅರಿವು ನಮ್ಮ ಜೀವನದಲ್ಲಿ ಅಳವಡಿಸಿಕೊಳ್ಳಬೇಕಿದೆ. [1079, 418, 1287, 520]
renuka-kicker: ರೇಣುಕಾಪುರದಲ್ಲಿ ಕಾಯಕ ಗ್ರಾಮ ಕಾರ್ಯಕ್ರಮಕ್ಕೆ ಚಾಲನೆ [40, 1610, 395, 1634]
petitioner [1001, 1675, 1043, 1813]
singer [895, 783, 935, 973]
lead-col-5 [796, 404, 1062, 630]
lead-kicker: ಸಾಣೆಹಳ್ಳಿಯಲ್ಲಿ ರಾಷ್ಟ್ರೀಯ ನಾಟಕೋತ್ಸವದ 3ನೇ ದಿನದ ಕಾರ್ಯಕ್ರಮ | ಶ್ರೀ ಪಂಡಿತಾರಾಧ್ಯ ಸ್ವಾಮೀಜಿ ಪ್ರಶ್ನೆ [40, 94, 773, 119]
lead-col-1: • ಹೊಸದುರ್ಗ: ನಾವು ಎಷ್ಟು ಓದುತ್ತೇವೆ, ಎಷ್ಟು ಉಪನ್ಯಾಸ ಮಾಡುತ್ತೇವೆ, ಎಷ್ಟು ಜನರು ಚಪ್ಪಾಳೆ ತಟ್ಟುತ್ತಾರೆ ಎನ್ನುವುದು ಮುಖ್ಯವಲ್ಲ. ಬದಲಾಗಿ ನುಡಿದಂತೆ ನಡೆಯುವಂತ ಮನಸ್ಥಿತಿ ಎಷ್ಟು ಜನರಲ್ಲಿದೆ ಎಂಬುದನ್ನು ಪಾಪೋ ಮತ್ತೊಮ್ಮೆ ಹಾಕಿಕೊಳ್ಳಬೇಕಿದೆ ಎಂದು ಸಾಣೆಹಳ್ಳಿ ಶ್ರೀ ಪಂಡಿತಾರಾಧ್ಯ ಸ್ವಾಮೀಜಿ ತಿಳಿಸಿದರು. ಸಾಣೆಹಳ್ಳಿ ರಾಷ್ಟ್ರೀಯ ನಾಟಕೋತ್ಸವದ 3ನೇ ದಿನದ ಕಾರ್ಯಕ್ರಮದ ಸಾನ್ನಿಧ್ಯ ವಹಿಸಿ ಮಾತನಾಡಿದ ಅವರು, ದೈಹಿಕ ಆರೋಗ್ಯ ಗಟ್ಟಿಯಾಗಿರುವುದು ಸರಿಯಾಗಿರಬೇಕು. ಮನಸಿನ ಆರೋಗ್ಯ ಇಲ್ಲದಿದ್ದರೆ ಗಟ್ಟಿಯಾಗಿರಲು ಸಾಧ್ಯವಿಲ್ಲ. ಮನಸ್ಸನ್ನು ಸಂಯಮದಿಂದ ಇಟ್ಟುಕೊಂಡು ಬದುಕಿದರೆ ದೇಹದ ಆರೋಗ್ಯ ಉತ್ತಮವಾಗಿ ಇರುತ್ತದೆ. ಚಲನಚಿತ್ರ, ನಟ ಅಥವಾ ನಟಿ ಹಾಡುವವರ ಮಾತುಗಳನ್ನು ನೆನಪಿಸಿಕೊಳ್ಳುತ್ತಾರೆ, ಶಾಲೆಯಲ್ಲಿ ಕಲಿಯುವ ಪಠ್ಯ ಮರೆಯುತ್ತಾರೆ ಎಂದರು. ಹೊರಗಡೆ ಹಲವಾರು ಕಾಣಿಸಿದರೂ ಸುತ್ತಮುತ್ತಲಿನ ಸಮಾಜವನ್ನು ಉತ್ತಮ ಮಾರ್ಗದಲ್ಲಿ ಕೊಂಡೊಯ್ಯುವುದು ಮುಖ್ಯವಾಗಿದೆ. ಬದುಕಿನಲ್ಲಿ ಮೌಲ್ಯಗಳನ್ನು ಅಳವಡಿಸಿಕೊಂಡು ನಡೆಯಬೇಕು ಎಂದು ಹೇಳಿದರು. [40, 211, 284, 394]
dancer [1199, 269, 1223, 367]
kiru-item3-text: ಬೆಂಗಳೂರಿನ ಕರ್ನಾಟಕ ವಿಜ್ಞಾನ ಮತ್ತು ತಂತ್ರಜ್ಞಾನ ಅಕಾಡೆಮಿ ವತಿಯಿಂದ ಅಕಾಡೆಮಿ ಕಚೇರಿಯಲ್ಲಿ ನ.11 ರಿಂದ 15 ರವರೆಗೆ ಸಂಶೋಧನೆ, ಪ್ರಕಟಣೆ ನೀತಿಶಾಸ್ತ್ರ ಮತ್ತು ದತ್ತಾಂಶ ವಿಶ್ಲೇಷಣೆ ಕುರಿತು 5 ದಿನಗಳ ಕಾರ್ಯಾಗಾರವನ್ನು ಆಯೋಜಿಸಲಾಗಿದೆ. ವಿಜ್ಞಾನ ಮತ್ತು ತಂತ್ರಜ್ಞಾನ ಕ್ಷೇತ್ರದ ಸಂಶೋಧಕರು, ಉಪನ್ಯಾಸಕರು ಭಾಗವಹಿಸಬಹುದು ಎಂದು ಅಕಾಡೆಮಿ ಪ್ರಕಟಣೆ ತಿಳಿಸಿದೆ. [40, 1381, 264, 1464]
lead-col1-text: ನಾವು ಎಷ್ಟು ಓದುತ್ತೇವೆ, ಎಷ್ಟು ಉಪನ್ಯಾಸ ಮಾಡುತ್ತೇವೆ, ಎಷ್ಟು ಜನರು ಚಪ್ಪಾಳೆ ತಟ್ಟುತ್ತಾರೆ ಎನ್ನುವುದು ಮುಖ್ಯವಲ್ಲ. ಬದಲಾಗಿ ನುಡಿದಂತೆ ನಡೆಯುವಂತ ಮನಸ್ಥಿತಿ ಎಷ್ಟು ಜನರಲ್ಲಿದೆ ಎಂಬುದನ್ನು ಪಾಪೋ ಮತ್ತೊಮ್ಮೆ ಹಾಕಿಕೊಳ್ಳಬೇಕಿದೆ ಎಂದು ಸಾಣೆಹಳ್ಳಿ ಶ್ರೀ ಪಂಡಿತಾರಾಧ್ಯ ಸ್ವಾಮೀಜಿ ತಿಳಿಸಿದರು. ಸಾಣೆಹಳ್ಳಿ ರಾಷ್ಟ್ರೀಯ ನಾಟಕೋತ್ಸವದ 3ನೇ ದಿನದ ಕಾರ್ಯಕ್ರಮದ ಸಾನ್ನಿಧ್ಯ ವಹಿಸಿ ಮಾತನಾಡಿದ ಅವರು, ದೈಹಿಕ ಆರೋಗ್ಯ ಗಟ್ಟಿಯಾಗಿರುವುದು ಸರಿಯಾಗಿರಬೇಕು. ಮನಸಿನ ಆರೋಗ್ಯ ಇಲ್ಲದಿದ್ದರೆ ಗಟ್ಟಿಯಾಗಿರಲು ಸಾಧ್ಯವಿಲ್ಲ. ಮನಸ್ಸನ್ನು ಸಂಯಮದಿಂದ ಇಟ್ಟುಕೊಂಡು ಬದುಕಿದರೆ ದೇಹದ ಆರೋಗ್ಯ ಉತ್ತಮವಾಗಿ ಇರುತ್ತದೆ. ಚಲನಚಿತ್ರ, ನಟ ಅಥವಾ ನಟಿ ಹಾಡುವವರ ಮಾತುಗಳನ್ನು ನೆನಪಿಸಿಕೊಳ್ಳುತ್ತಾರೆ, ಶಾಲೆಯಲ್ಲಿ ಕಲಿಯುವ ಪಠ್ಯ ಮರೆಯುತ್ತಾರೆ ಎಂದರು. ಹೊರಗಡೆ ಹಲವಾರು ಕಾಣಿಸಿದರೂ ಸುತ್ತಮುತ್ತಲಿನ ಸಮಾಜವನ್ನು ಉತ್ತಮ ಮಾರ್ಗದಲ್ಲಿ ಕೊಂಡೊಯ್ಯುವುದು ಮುಖ್ಯವಾಗಿದೆ. ಬದುಕಿನಲ್ಲಿ ಮೌಲ್ಯಗಳನ್ನು ಅಳವಡಿಸಿಕೊಂಡು ನಡೆಯಬೇಕು ಎಂದು ಹೇಳಿದರು. [40, 211, 284, 394]
brand-name: ಹೊಸದಿಗಂತ [1050, 8, 1189, 48]
ekatha-col-2 [482, 904, 658, 1144]
kiru-item1-title: ವಿಭಾಗ ಮಟ್ಟದ ಪಿಂಚಣಿ ಅದಾಲತ್ [50, 733, 264, 755]
vanchane-col-2 [1092, 1330, 1306, 1580]
masthead [0, 0, 1338, 90]
renuka-col2-text: ಜಿಲ್ಲಾ ಪಂಚಾಯತ್ ಉಪ ಕಾರ್ಯದರ್ಶಿ ಮಾತನಾಡಿ ಚಾಲನೆ ನೀಡಿದರು. ಜೀವನೋಪಾಯ ಹಾಗೂ ಮೂಲಸೌಕರ್ಯ ಅಭಿವೃದ್ಧಿ ಗ್ರಾಮ ಪಂಚಾಯಿತಿಗಳ ಜವಾಬ್ದಾರಿ. ಸಾರ್ವಜನಿಕರ ಸಹಭಾಗಿತ್ವದಲ್ಲಿ ಗ್ರಾಮದ ಅಭಿವೃದ್ಧಿ ಸಾಧ್ಯ ಎಂದರು. ಸಂಜೀವಿನಿ ಒಕ್ಕೂಟದ ಸದಸ್ಯರು ಸ್ವಾವಲಂಬಿ ಜೀವನ ನಡೆಸಬೇಕು. [250, 1845, 416, 1928]
official [551, 1239, 597, 1360]
dancer [949, 273, 971, 367]
divider-stripe [40, 1590, 1306, 1602]
meeting-table [337, 815, 757, 873]
official [257, 1709, 287, 1833]
dancer [1075, 271, 1097, 367]
kiru-item2-text: ಶಿವಮೊಗ್ಗ ಜಿಲ್ಲಾ ಬಂಜಾರ ಸಂಘದ 2024-25ನೇ ಸಾಲಿನ ಸರ್ವಸದಸ್ಯರ ವಾರ್ಷಿಕ ಮಹಾಸಭೆಯನ್ನು ನ.05ರಂದು ಬುಧವಾರ ನಿಗದಿಪಡಿಸಲಾಗಿದೆ. ಕಾರಣಾಂತರದಿಂದ ವಾರ್ಷಿಕ ಮಹಾಸಭೆಯನ್ನು ಮುಂದೂಡಲಾಗಿದ್ದು ನವೆಂಬರ್ 22ರ ಬೆಳಗ್ಗೆ 11 ಗಂಟೆಗೆ ನಿಗದಿಪಡಿಸಲಾಗಿದೆ. ಸಂಘದ ಎಲ್ಲ ಸದಸ್ಯರು ಹಾಜರಾಗಬೇಕು ಎಂದು ಕಾರ್ಯದರ್ಶಿ ಪ್ರಕಟಣೆಯಲ್ಲಿ ಕೋರಿದ್ದಾರೆ. [40, 1189, 264, 1272]
official [489, 1231, 543, 1360]
official [797, 1231, 833, 1360]
meeting-person [427, 757, 457, 821]
lead-col-2 [296, 404, 448, 630]
petitioner [1261, 1679, 1301, 1813]
dancer [1031, 265, 1055, 367]
banner-line: ಶ್ರೀ ತರಳಬಾಳು ಜಗದ್ಗುರು ಬೃಹನ್ಮಠ [437, 227, 549, 238]
kiru-item2-title: ನಾಳೆ ವಾರ್ಷಿಕ ಮಹಾಸಭೆ [110, 1160, 264, 1182]
dancer [1275, 277, 1295, 367]
kshetra-headline: ಕ್ಷೇತ್ರದ ಅಭಿವೃದ್ಧಿಗೆ ಪ್ರಾಮಾಣಿಕವಾಗಿ ಶ್ರಮ [294, 1166, 692, 1201]
